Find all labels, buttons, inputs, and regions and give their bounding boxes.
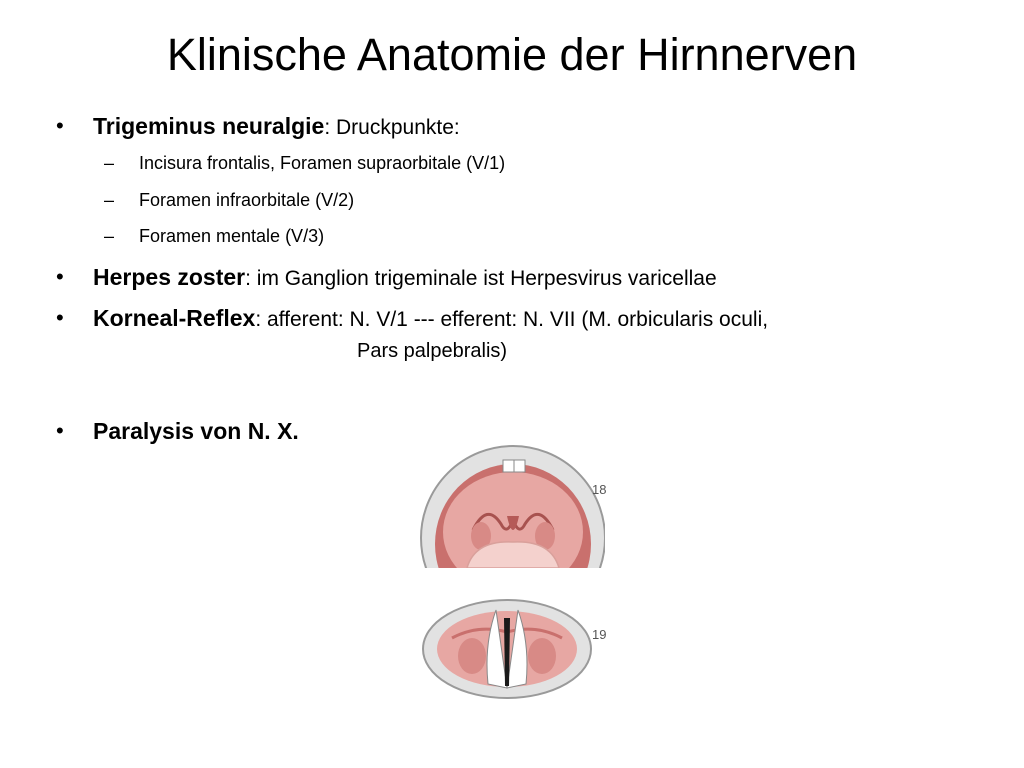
bullet-rest: : Druckpunkte:	[324, 116, 460, 139]
slide-title: Klinische Anatomie der Hirnnerven	[166, 29, 858, 80]
figure-label-19: 19	[592, 627, 607, 642]
bullet-mark: •	[56, 264, 64, 289]
bullet-mark: •	[56, 305, 64, 330]
bullet-mark: •	[56, 113, 64, 138]
subitem-text: Incisura frontalis, Foramen supraorbitale (V/1)	[139, 153, 506, 173]
bullet-term: Korneal-Reflex	[93, 305, 256, 331]
glottis-shape	[504, 618, 510, 686]
subitem-text: Foramen infraorbitale (V/2)	[139, 190, 355, 210]
subitem-mark: –	[104, 153, 115, 173]
tooth-shape	[503, 460, 514, 472]
bullet-term: Trigeminus neuralgie	[93, 113, 325, 139]
figure-label-18: 18	[592, 482, 607, 497]
bullet-mark: •	[56, 418, 64, 443]
bullet-text	[93, 264, 717, 291]
vocal-cords-illustration	[418, 594, 596, 704]
arytenoid-right-shape	[528, 638, 556, 674]
bullet-text	[93, 113, 460, 140]
bullet-text	[93, 418, 299, 445]
bullet-rest: : afferent: N. V/1 --- efferent: N. VII (M. orbicularis oculi,	[255, 308, 769, 331]
subitem-mark: –	[104, 190, 115, 210]
bullet-continuation: Pars palpebralis)	[357, 340, 508, 362]
tooth-shape	[514, 460, 525, 472]
subitem-mark: –	[104, 226, 115, 246]
subitem-text: Foramen mentale (V/3)	[139, 226, 325, 246]
bullet-term: Paralysis von N. X.	[93, 418, 299, 444]
bullet-term: Herpes zoster	[93, 264, 246, 290]
arytenoid-left-shape	[458, 638, 486, 674]
open-mouth-illustration	[415, 440, 605, 575]
bullet-rest: : im Ganglion trigeminale ist Herpesvirus varicellae	[245, 267, 717, 290]
bullet-text	[93, 305, 768, 332]
